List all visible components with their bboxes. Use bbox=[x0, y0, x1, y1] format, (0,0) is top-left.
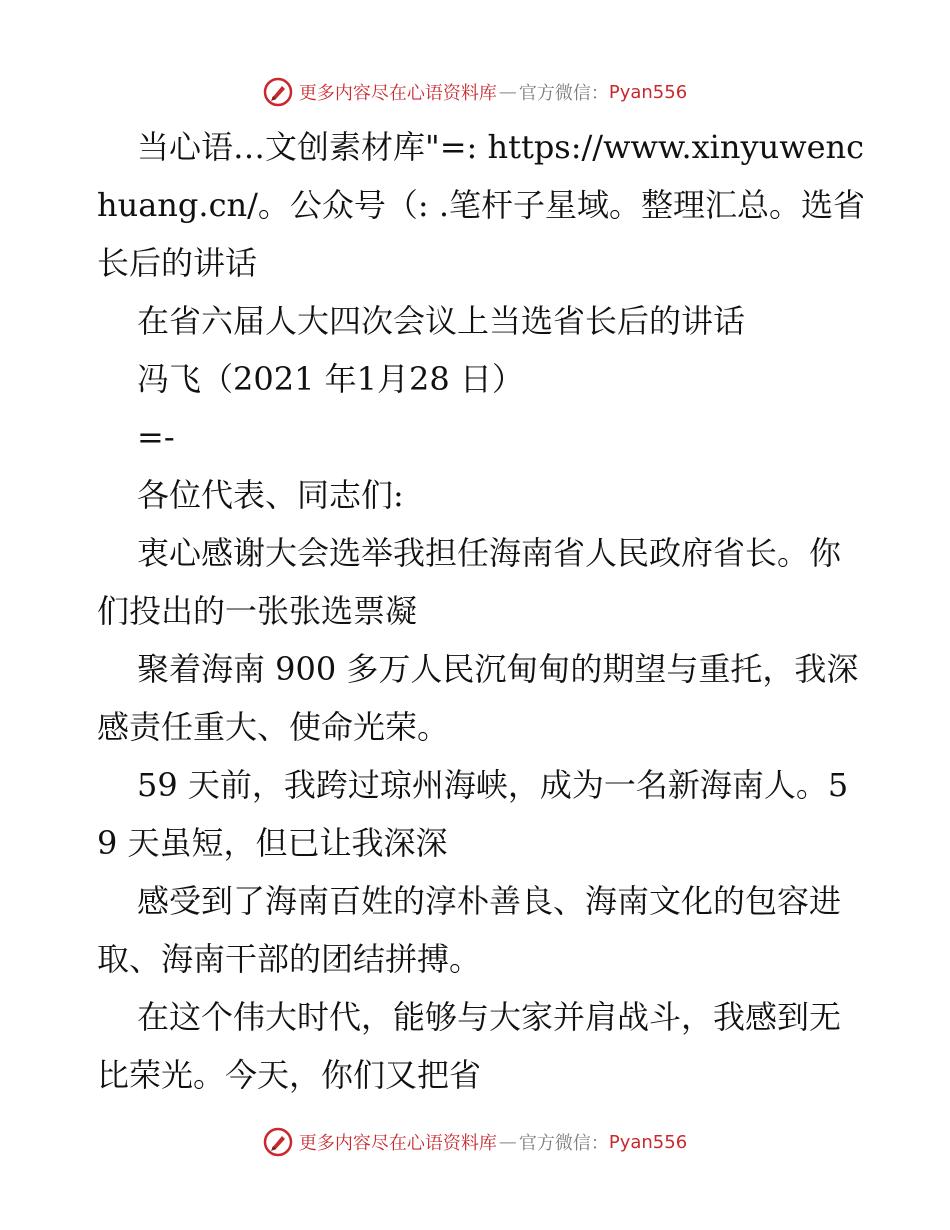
paragraph-body-5: 在这个伟大时代，能够与大家并肩战斗，我感到无比荣光。今天，你们又把省 bbox=[97, 998, 842, 1094]
watermark-wechat-id: Pyan556 bbox=[608, 1131, 688, 1153]
watermark-dash: — bbox=[498, 81, 517, 103]
footer-watermark bbox=[0, 1122, 950, 1162]
watermark-main-text: 更多内容尽在心语资料库 bbox=[298, 1133, 497, 1154]
watermark-dash: — bbox=[498, 1131, 517, 1153]
watermark-main-text: 更多内容尽在心语资料库 bbox=[298, 83, 497, 104]
paragraph-body-2: 聚着海南 900 多万人民沉甸甸的期望与重托，我深感责任重大、使命光荣。 bbox=[97, 650, 859, 746]
paragraph-mark: =- bbox=[137, 418, 175, 456]
paragraph-body-4: 感受到了海南百姓的淳朴善良、海南文化的包容进取、海南干部的团结拼搏。 bbox=[97, 882, 842, 978]
paragraph-body-1: 衷心感谢大会选举我担任海南省人民政府省长。你们投出的一张张选票凝 bbox=[97, 534, 842, 630]
paragraph-body-3: 59 天前，我跨过琼州海峡，成为一名新海南人。59 天虽短，但已让我深深 bbox=[97, 766, 849, 862]
paragraph-title: 在省六届人大四次会议上当选省长后的讲话 bbox=[137, 302, 746, 340]
paragraph-salutation: 各位代表、同志们: bbox=[137, 476, 404, 514]
watermark-official-label: 官方微信： bbox=[518, 83, 609, 104]
paragraph-intro: 当心语…文创素材库"=: https://www.xinyuwenchuang.cn/。公众号（: .笔杆子星域。整理汇总。选省长后的讲话 bbox=[97, 128, 866, 282]
pen-logo-icon bbox=[263, 77, 293, 107]
paragraph-author-date: 冯飞（2021 年1月28 日） bbox=[137, 360, 524, 398]
watermark-official-label: 官方微信： bbox=[518, 1133, 609, 1154]
document-body bbox=[97, 118, 867, 1104]
header-watermark bbox=[0, 72, 950, 112]
watermark-wechat-id: Pyan556 bbox=[608, 81, 688, 103]
pen-logo-icon bbox=[263, 1127, 293, 1157]
